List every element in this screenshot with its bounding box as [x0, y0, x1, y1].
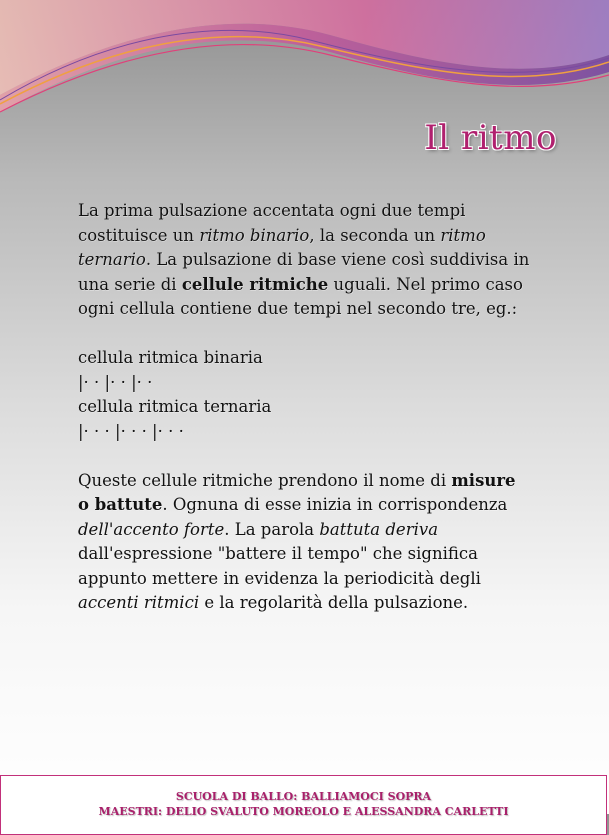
emphasis-ternario: ternario — [78, 250, 146, 269]
text-line — [78, 273, 548, 298]
text-line — [78, 493, 548, 518]
text-span: Queste cellule ritmiche prendono il nome di — [78, 470, 452, 490]
ternary-cell-label: cellula ritmica ternaria — [78, 397, 272, 416]
strong-cellule-ritmiche: cellule ritmiche — [181, 274, 329, 294]
text-span: . Ognuna di esse inizia in corrispondenza — [162, 495, 508, 514]
text-line — [78, 567, 548, 592]
text-span: e la regolarità della pulsazione. — [199, 593, 469, 612]
strong-o-battute: o battute — [78, 495, 163, 514]
emphasis-battuta-deriva: battuta deriva — [319, 519, 439, 539]
footer-school: SCUOLA DI BALLO: BALLIAMOCI SOPRA — [175, 790, 432, 803]
spacer — [78, 444, 548, 469]
text-span: , la seconda un — [309, 225, 441, 245]
decorative-waves — [0, 0, 609, 130]
text-span: La prima pulsazione accentata ogni due tempi — [78, 201, 466, 220]
emphasis-ritmo-binario: ritmo binario — [199, 225, 310, 245]
text-line — [78, 542, 548, 567]
emphasis-accento-forte: dell'accento forte — [78, 519, 225, 539]
spacer — [78, 322, 548, 347]
text-line — [78, 224, 548, 249]
text-span: ogni cellula contiene due tempi nel secondo tre, eg.: — [78, 299, 518, 318]
page-title: Il ritmo — [424, 118, 557, 158]
body-text — [78, 199, 548, 616]
text-line — [78, 199, 548, 224]
text-line — [78, 518, 548, 543]
binary-cell-label: cellula ritmica binaria — [78, 348, 263, 367]
text-line — [78, 591, 548, 616]
text-span: appunto mettere in evidenza la periodicità degli — [78, 568, 481, 588]
emphasis-accenti-ritmici: accenti ritmici — [78, 593, 200, 612]
ternary-cell-pattern: |· · · |· · · |· · · — [78, 421, 184, 441]
text-span: uguali. Nel primo caso — [328, 274, 523, 294]
text-span: dall'espressione "battere il tempo" che significa — [78, 544, 478, 563]
text-span: . La parola — [224, 519, 320, 539]
text-span: . La pulsazione di base viene così suddivisa in — [145, 250, 530, 269]
footer-teachers: MAESTRI: DELIO SVALUTO MOREOLO E ALESSANDRA CARLETTI — [98, 805, 509, 818]
text-line — [78, 297, 548, 322]
text-line — [78, 469, 548, 494]
text-span: costituisce un — [78, 225, 200, 245]
strong-misure: misure — [451, 470, 516, 490]
binary-cell-pattern: |· · |· · |· · — [78, 372, 153, 392]
footer-box — [0, 775, 607, 835]
text-span: una serie di — [78, 274, 182, 294]
text-line — [78, 248, 548, 273]
emphasis-ritmo: ritmo — [440, 225, 486, 245]
